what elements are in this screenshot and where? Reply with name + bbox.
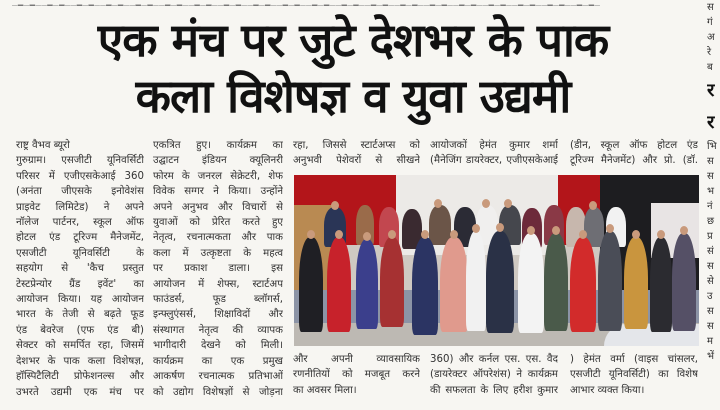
text-fragment: प्र	[707, 231, 713, 242]
text-line: एंड बेवरेज (एफ एंड बी)	[16, 324, 144, 336]
text-line: भारत के तेजी से बढ़ते फूड	[16, 309, 144, 321]
text-line: युवाओं को प्रेरित करते हुए	[153, 217, 283, 229]
adjacent-article-edge	[707, 0, 720, 410]
text-fragment: स	[707, 156, 714, 167]
text-line: फोरम के जनरल सेक्रेटरी, शेफ	[153, 170, 283, 182]
text-line: (अनंता जीएसके इनोवेशंस	[16, 186, 144, 198]
text-line: रहा, जिससे स्टार्टअप्स को	[293, 140, 420, 151]
text-line: और अपनी व्यावसायिक	[293, 354, 420, 365]
text-fragment: ब	[707, 62, 713, 73]
text-fragment: स	[707, 2, 714, 13]
text-line: संस्थागत नेतृत्व की व्यापक	[153, 324, 283, 336]
text-line: आयोजन किया। यह आयोजन	[16, 294, 144, 306]
text-fragment: म	[707, 336, 713, 347]
text-line: का अवसर मिला।	[293, 384, 357, 396]
text-line: टूरिज्म मैनेजमेंट) और प्रो. (डॉ.	[570, 155, 698, 167]
text-fragment: स	[707, 306, 714, 317]
text-fragment: नं	[707, 201, 713, 212]
person	[327, 237, 351, 332]
person-head	[307, 230, 315, 239]
text-line: भागीदारी देखने को मिली।	[153, 340, 283, 352]
text-line: उद्घाटन इंडियन क्यूलिनरी	[153, 155, 283, 167]
person-head	[331, 201, 339, 210]
article-column-3-bottom	[293, 352, 420, 398]
text-fragment: सं	[707, 246, 714, 257]
byline: राष्ट्र वैभव ब्यूरो	[16, 140, 70, 151]
person	[672, 233, 696, 331]
text-line: उभरते उद्यमी एक मंच पर	[16, 386, 144, 398]
text-line: टेस्टप्रेन्योर ग्रैंड इवेंट' का	[16, 278, 144, 290]
text-line: कला में उत्कृष्टता के महत्व	[153, 247, 283, 259]
text-fragment: स	[707, 321, 714, 332]
person	[299, 237, 323, 332]
person	[570, 237, 596, 332]
text-fragment: छ	[707, 216, 715, 227]
group-photo	[294, 175, 699, 346]
person-head	[632, 230, 640, 239]
text-line: आभार व्यक्त किया।	[570, 384, 645, 396]
text-line: ) हेमंत वर्मा (वाइस चांसलर,	[570, 354, 698, 365]
person	[466, 231, 486, 331]
text-line: प्राइवेट लिमिटेड) ने अपने	[16, 201, 144, 213]
person-head	[680, 226, 688, 235]
text-line: नेतृत्व, रचनात्मकता और पाक	[153, 232, 283, 244]
person-head	[335, 230, 343, 239]
headline	[8, 12, 698, 124]
article-column-4-top	[430, 138, 558, 169]
person	[486, 231, 514, 333]
text-fragment: गं	[707, 17, 713, 28]
text-fragment: भें	[707, 351, 715, 362]
text-line: कार्यक्रम का एक प्रमुख	[153, 355, 283, 367]
headline-fragment: र	[707, 112, 715, 133]
text-line: को उद्योग विशेषज्ञों से जोड़ना	[153, 386, 283, 398]
text-line: होटल एंड टूरिज्म मैनेजमेंट,	[16, 232, 144, 244]
article-column-1	[16, 138, 144, 400]
person-head	[606, 224, 614, 233]
person-head	[504, 199, 512, 208]
article-column-2	[153, 138, 283, 400]
text-line: रणनीतियों को मजबूत करने	[293, 369, 420, 381]
person-head	[527, 226, 535, 235]
text-line: (मैनेजिंग डायरेक्टर, एजीएसकेआई	[430, 155, 558, 167]
person	[650, 237, 672, 332]
person-head	[363, 232, 371, 241]
text-fragment: भि	[707, 141, 717, 152]
text-fragment: स	[707, 171, 714, 182]
person-head	[657, 230, 665, 239]
person-head	[552, 226, 560, 235]
article-column-5-top	[570, 138, 698, 169]
text-line: हॉस्पिटैलिटी प्रोफेशनल्स और	[16, 371, 144, 383]
person-head	[388, 230, 396, 239]
text-line: इन्फ्लुएंसर्स, शिक्षाविदों और	[153, 309, 283, 321]
previous-article-fragment: ▁▂▁▂▁▁▂▁▂▁▁▂▁▂▁▁▂▁▂▁▁▂▁▂▁▁▂▁▂▁▁▂▁▂▁▁▂▁▂▁▁▂▁▂▁▁▂▁▂▁▁▂▁▂▁▁▂▁▂▁▁▂▁▂▁▁▂▁▂▁▁▂▁▂▁▁▂▁▂▁▁▂▁▂▁▁▂▁▂▁▁▂▁▂▁▁▂▁▂▁	[12, 0, 601, 6]
text-line: पर प्रकाश डाला। इस	[153, 263, 283, 275]
text-fragment: से	[707, 276, 714, 287]
headline-fragment: र	[707, 80, 715, 101]
person-head	[450, 230, 458, 239]
person	[412, 237, 438, 335]
person	[356, 239, 378, 329]
text-fragment: भ	[707, 186, 715, 197]
text-line: आयोजन में शेफ्स, स्टार्टअप	[153, 278, 283, 290]
text-line: एसजीटी यूनिवर्सिटी) का विशेष	[570, 369, 698, 381]
text-line: देशभर के पाक कला विशेषज्ञ,	[16, 355, 144, 367]
person-head	[579, 230, 587, 239]
text-line: परिसर में एजीएसकेआई 360	[16, 170, 144, 182]
text-line: गुरुग्राम। एसजीटी यूनिवर्सिटी	[16, 155, 144, 167]
text-line: एसजीटी यूनिवर्सिटी के	[16, 247, 144, 259]
person	[518, 233, 544, 333]
headline-line-2: कला विशेषज्ञ व युवा उद्यमी	[135, 69, 571, 123]
text-line: 360) और कर्नल एस. एस. वैद	[430, 354, 558, 365]
text-fragment: उ	[707, 291, 713, 302]
person-head	[434, 199, 442, 208]
headline-line-1: एक मंच पर जुटे देशभर के पाक	[97, 13, 609, 67]
text-line: एकत्रित हुए। कार्यक्रम का	[153, 140, 283, 151]
text-fragment: अ	[707, 32, 715, 43]
person	[624, 237, 648, 329]
text-line: (डीन, स्कूल ऑफ होटल एंड	[570, 140, 698, 151]
text-line: (डायरेक्टर ऑपरेशंस) ने कार्यक्रम	[430, 369, 558, 381]
person-head	[589, 201, 597, 210]
text-line: विवेक सग्गर ने किया। उन्होंने	[153, 186, 283, 198]
article-column-3-top	[293, 138, 420, 169]
person	[598, 231, 622, 331]
person	[380, 237, 404, 327]
text-fragment: स	[707, 261, 714, 272]
text-line: आयोजकों हेमंत कुमार शर्मा	[430, 140, 558, 151]
person	[544, 233, 568, 331]
text-line: फाउंडर्स, फूड ब्लॉगर्स,	[153, 294, 283, 306]
text-fragment: रे	[707, 47, 712, 58]
text-line: अनुभवी पेशेवरों से सीखने	[293, 155, 420, 167]
person-head	[421, 230, 429, 239]
text-line: अपने अनुभव और विचारों से	[153, 201, 283, 213]
text-line: की सफलता के लिए हरीश कुमार	[430, 384, 558, 396]
person-head	[482, 199, 490, 208]
article-column-5-bottom	[570, 352, 698, 398]
text-line: नॉलेज पार्टनर, स्कूल ऑफ	[16, 217, 144, 229]
text-line: सेक्टर को समर्पित रहा, जिसमें	[16, 340, 144, 352]
person-head	[496, 223, 504, 232]
text-line: सहयोग से 'कैच प्रस्तुत	[16, 263, 144, 275]
person-head	[472, 224, 480, 233]
person	[440, 237, 468, 332]
text-line: आकर्षण रचनात्मक प्रतिभाओं	[153, 371, 283, 383]
article-column-4-bottom	[430, 352, 558, 398]
